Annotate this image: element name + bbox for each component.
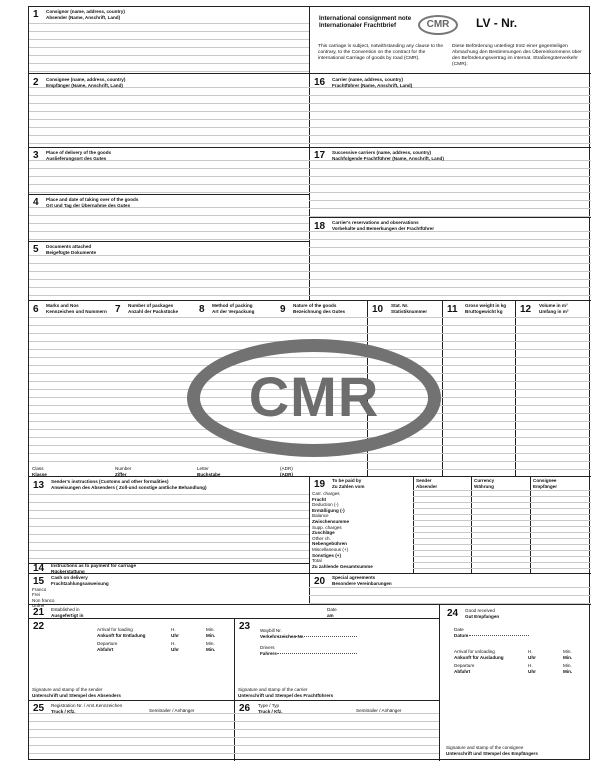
divider <box>515 300 516 476</box>
ruled-line <box>29 55 309 56</box>
ruled-line <box>309 595 591 596</box>
ruled-line <box>29 231 309 232</box>
ruled-line <box>413 508 591 509</box>
ruled-line <box>29 745 234 746</box>
ruled-line <box>29 295 309 296</box>
ruled-line <box>29 31 309 32</box>
divider <box>309 476 310 604</box>
ruled-line <box>309 208 591 209</box>
packages-label: Number of packages Anzahl der Packstücke <box>128 303 179 314</box>
ruled-line <box>309 295 591 296</box>
ruled-line <box>309 255 591 256</box>
field-number: 7 <box>115 304 121 315</box>
field-number: 1 <box>33 9 39 20</box>
field-number: 24 <box>447 608 459 619</box>
minute-label: Min. Min. <box>563 663 573 674</box>
ruled-line <box>309 135 591 136</box>
letter-label: Letter Buchstabe <box>197 466 221 477</box>
ruled-line <box>234 753 439 754</box>
ruled-line <box>309 176 591 177</box>
divider <box>29 194 309 195</box>
ruled-line <box>29 502 309 503</box>
ruled-line <box>29 550 309 551</box>
delivery-place-label: Place of delivery of the goods Auslieferungsort des Gutes <box>46 150 112 161</box>
waybill-line <box>277 636 357 637</box>
ruled-line <box>367 333 591 334</box>
field-number: 11 <box>447 304 458 315</box>
ruled-line <box>29 461 367 462</box>
ruled-line <box>367 349 591 350</box>
ruled-line <box>309 119 591 120</box>
ruled-line <box>309 192 591 193</box>
field-number: 14 <box>33 563 45 574</box>
ruled-line <box>413 532 591 533</box>
ruled-line <box>29 558 309 559</box>
ruled-line <box>29 23 309 24</box>
field-number: 22 <box>33 621 45 632</box>
divider <box>309 573 591 574</box>
charge-item: Zu zahlende Gesamtsumme <box>312 563 373 569</box>
divider <box>442 300 443 476</box>
franco-terms: Franco Frei Non franco Unfrei <box>32 587 55 609</box>
field-number: 6 <box>33 304 39 315</box>
packing-label: Method of packing Art der Verpackung <box>212 303 255 314</box>
charges-list <box>312 491 412 569</box>
ruled-line <box>29 271 309 272</box>
volume-label: Volume in m³ Umfang in m³ <box>539 303 569 314</box>
ruled-line <box>413 502 591 503</box>
ruled-line <box>309 95 591 96</box>
ruled-line <box>413 544 591 545</box>
field-number: 18 <box>314 221 326 232</box>
ruled-line <box>413 514 591 515</box>
charge-item: Deduction (-) <box>312 502 339 508</box>
charge-item: Total <box>312 558 322 564</box>
field-number: 5 <box>33 244 39 255</box>
consignor-label: Consignor (name, address, country) Absender (Name, Anschrift, Land) <box>46 9 125 20</box>
ruled-line <box>234 745 439 746</box>
charge-item: Zwischensumme <box>312 518 350 524</box>
minute-label: Min. Min. <box>563 649 573 660</box>
departure-label: Departure Abfahrt <box>454 663 475 674</box>
reservations-label: Carrier's reservations and observations Vorbehalte und Bemerkungen der Frachtführer <box>332 220 435 231</box>
ruled-line <box>413 568 591 569</box>
field-number: 19 <box>314 479 326 490</box>
ruled-line <box>413 526 591 527</box>
divider <box>29 241 309 242</box>
date-label: Date am <box>327 607 337 618</box>
ruled-line <box>309 216 591 217</box>
to-be-paid-by-label: To be paid by Zu Zahlen vom <box>332 478 365 489</box>
charge-item: Zuschläge <box>312 530 335 536</box>
ruled-line <box>29 215 309 216</box>
ruled-line <box>29 39 309 40</box>
ruled-line <box>309 263 591 264</box>
consignee-column: Consignee Empfänger <box>533 478 557 489</box>
departure-label: Departure Abfahrt <box>97 641 118 652</box>
charge-item: Ermäßigung (-) <box>312 507 345 513</box>
ruled-line <box>234 721 439 722</box>
currency-column: Currency Währung <box>474 478 495 489</box>
field-number: 8 <box>199 304 205 315</box>
charge-item: Carr. charges <box>312 491 340 496</box>
ruled-line <box>29 721 234 722</box>
ruled-line <box>309 103 591 104</box>
divider <box>309 217 591 218</box>
divider <box>234 618 235 761</box>
field-number: 26 <box>239 703 251 714</box>
registration-label: Registration Nr. / Amt.Kennzeichen Truck / Kfz. <box>51 703 123 714</box>
ruled-line <box>29 317 367 318</box>
ruled-line <box>367 453 591 454</box>
ruled-line <box>367 469 591 470</box>
ruled-line <box>309 200 591 201</box>
goods-nature-label: Nature of the goods Bezeichnung des Gutes <box>293 303 346 314</box>
ruled-line <box>413 520 591 521</box>
divider <box>29 147 591 148</box>
ruled-line <box>367 341 591 342</box>
taking-over-label: Place and date of taking over of the goods Ort und Tag der Übernahme des Gutes <box>46 197 139 208</box>
payment-instructions-label: Instructions as to payment for carriage Rückerstattung <box>51 563 137 574</box>
field-number: 13 <box>33 480 45 491</box>
hour-label: H. Uhr <box>171 627 179 638</box>
field-number: 20 <box>314 576 326 587</box>
ruled-line <box>309 111 591 112</box>
cmr-logo <box>418 15 458 35</box>
divider <box>29 300 591 301</box>
field-number: 23 <box>239 621 251 632</box>
divider <box>29 73 591 74</box>
ruled-line <box>367 317 591 318</box>
ruled-line <box>29 111 309 112</box>
divider <box>439 604 440 761</box>
ruled-line <box>29 239 309 240</box>
cmr-consignment-note <box>28 6 590 760</box>
ruled-line <box>29 192 309 193</box>
ruled-line <box>29 333 367 334</box>
cmr-watermark <box>187 339 441 457</box>
field-number: 25 <box>33 703 45 714</box>
consignee-signature-label: Signature and stamp of the consignee Unterschrift und Stempel des Empfängers <box>446 745 538 756</box>
ruled-line <box>367 325 591 326</box>
established-in-label: Established in Ausgefertigt in <box>51 607 84 618</box>
title: International consignment note Internationaler Frachtbrief <box>319 15 412 30</box>
ruled-line <box>29 518 309 519</box>
ruled-line <box>309 279 591 280</box>
charge-item: Nebengebühren <box>312 541 347 547</box>
sender-column: Sender Absender <box>416 478 438 489</box>
doc-number-label: LV - Nr. <box>476 16 518 30</box>
ruled-line <box>309 168 591 169</box>
field-number: 2 <box>33 77 39 88</box>
ruled-line <box>413 562 591 563</box>
stat-nr-label: Stat. Nr. Statistiknummer <box>391 303 427 314</box>
ruled-line <box>29 223 309 224</box>
ruled-line <box>413 538 591 539</box>
sender-instructions-label: Sender's instructions (Customs and other formalities) Anweisungen des Absenders ( Zoll-und sonstige amtliche Behandlung) <box>51 479 207 490</box>
convention-text-en: This carriage is subject, notwithstanding any clause to the contrary, to the Convention on the contract for the international Carriage of goods by road (CMR). <box>318 44 444 61</box>
ruled-line <box>309 603 591 604</box>
ruled-line <box>29 729 234 730</box>
ruled-line <box>309 287 591 288</box>
waybill-label: Waybill Nr. Verkehrszeichen Nr. <box>260 628 304 639</box>
ruled-line <box>29 63 309 64</box>
ruled-line <box>29 95 309 96</box>
ruled-line <box>234 729 439 730</box>
ruled-line <box>309 143 591 144</box>
ruled-line <box>29 542 309 543</box>
ruled-line <box>309 127 591 128</box>
divider <box>29 604 591 605</box>
ruled-line <box>29 737 234 738</box>
ruled-line <box>29 263 309 264</box>
field-number: 21 <box>33 607 45 618</box>
charge-item: Balance <box>312 513 329 519</box>
cash-on-delivery-label: Cash on delivery Frachtzahlungsanweisung <box>51 575 109 586</box>
carrier-signature-label: Signature and stamp of the carrier Unterschrift und Stempel des Frachtführers <box>238 687 334 698</box>
ruled-line <box>413 550 591 551</box>
ruled-line <box>29 526 309 527</box>
arrival-loading-label: Arrival for loading Ankunft für Entladung <box>97 627 146 638</box>
carrier-label: Carrier (name, address, country) Frachtführer (Name, Anschrift, Land) <box>332 77 413 88</box>
ruled-line <box>309 184 591 185</box>
cmr-watermark-text: CMR <box>248 365 380 428</box>
semitrailer-label: Semitrailer / Anhänger <box>149 708 195 713</box>
ruled-line <box>29 325 367 326</box>
ruled-line <box>29 753 234 754</box>
field-number: 3 <box>33 150 39 161</box>
ruled-line <box>413 496 591 497</box>
field-number: 17 <box>314 150 326 161</box>
marks-label: Marks and Nos Kennzeichen und Nummern <box>46 303 107 314</box>
field-number: 10 <box>372 304 384 315</box>
ruled-line <box>29 168 309 169</box>
field-number: 9 <box>280 304 286 315</box>
hour-label: H. Uhr <box>171 641 179 652</box>
cmr-logo-text: CMR <box>426 19 450 30</box>
ruled-line <box>29 135 309 136</box>
successive-carriers-label: Successive carriers (name, address, country) Nachfolgende Frachtführer (Name, Anschrift, Land) <box>332 150 444 161</box>
charge-item: Other ch. <box>312 535 331 541</box>
goods-received-label: Good received Gut Empfangen <box>465 608 500 619</box>
drivers-line <box>277 653 357 654</box>
charge-item: Miscellaneous (+) <box>312 546 349 552</box>
ruled-line <box>29 71 309 72</box>
convention-text-de: Diese Beförderung unterliegt trotz einer gegenteiligen Abmachung den Bestimmungen des Übereinkommens über den Beförderungsvertrag im internat. Straßengüterverkehr (CMR). <box>452 44 582 67</box>
ruled-line <box>29 510 309 511</box>
ruled-line <box>367 445 591 446</box>
field-number: 4 <box>33 197 39 208</box>
consignee-label: Consignee (name, address, country) Empfänger (Name, Anschrift, Land) <box>46 77 126 88</box>
ruled-line <box>29 287 309 288</box>
charge-item: Sonstiges (+) <box>312 552 341 558</box>
minute-label: Min. Min. <box>206 641 216 652</box>
drivers-label: Drivers Fahrers <box>260 645 277 656</box>
ruled-line <box>413 556 591 557</box>
ruled-line <box>413 490 591 491</box>
sender-signature-label: Signature and stamp of the sender Unterschrift und Stempel des Absenders <box>32 687 121 698</box>
ruled-line <box>29 176 309 177</box>
ruled-line <box>309 247 591 248</box>
divider <box>29 476 591 477</box>
hour-label: H. Uhr <box>528 663 536 674</box>
ruled-line <box>29 119 309 120</box>
ruled-line <box>309 239 591 240</box>
hour-label: H. Uhr <box>528 649 536 660</box>
class-label: Class Klasse <box>32 466 47 477</box>
ruled-line <box>29 534 309 535</box>
divider <box>29 700 439 701</box>
ruled-line <box>29 47 309 48</box>
ruled-line <box>29 103 309 104</box>
number-label: Number Ziffer <box>115 466 132 477</box>
adr-label: (ADR) (ADR) <box>280 466 294 477</box>
field-number: 16 <box>314 77 326 88</box>
special-agreements-label: Special agreements Besondere Vereinbarungen <box>332 575 392 586</box>
field-number: 12 <box>520 304 532 315</box>
gross-weight-label: Gross weight in kg Bruttogewicht kg <box>465 303 507 314</box>
minute-label: Min. Min. <box>206 627 216 638</box>
ruled-line <box>29 494 309 495</box>
divider <box>309 7 310 300</box>
semitrailer-label: Semitrailer / Anhänger <box>356 708 402 713</box>
box24-date-label: Date Datum <box>454 627 469 638</box>
ruled-line <box>29 143 309 144</box>
arrival-unloading-label: Arrival for unloading Ankunft für Ausladung <box>454 649 504 660</box>
ruled-line <box>234 737 439 738</box>
type-label: Type / Typ Truck / Kfz. <box>258 703 283 714</box>
charge-item: Fracht <box>312 496 327 502</box>
date-line <box>469 635 529 636</box>
ruled-line <box>29 127 309 128</box>
charge-item: Supp. charges <box>312 524 342 530</box>
ruled-line <box>309 271 591 272</box>
ruled-line <box>29 279 309 280</box>
ruled-line <box>29 184 309 185</box>
ruled-line <box>309 587 591 588</box>
ruled-line <box>367 461 591 462</box>
documents-attached-label: Documents attached Beigefügte Dokumente <box>46 244 97 255</box>
field-number: 15 <box>33 576 45 587</box>
